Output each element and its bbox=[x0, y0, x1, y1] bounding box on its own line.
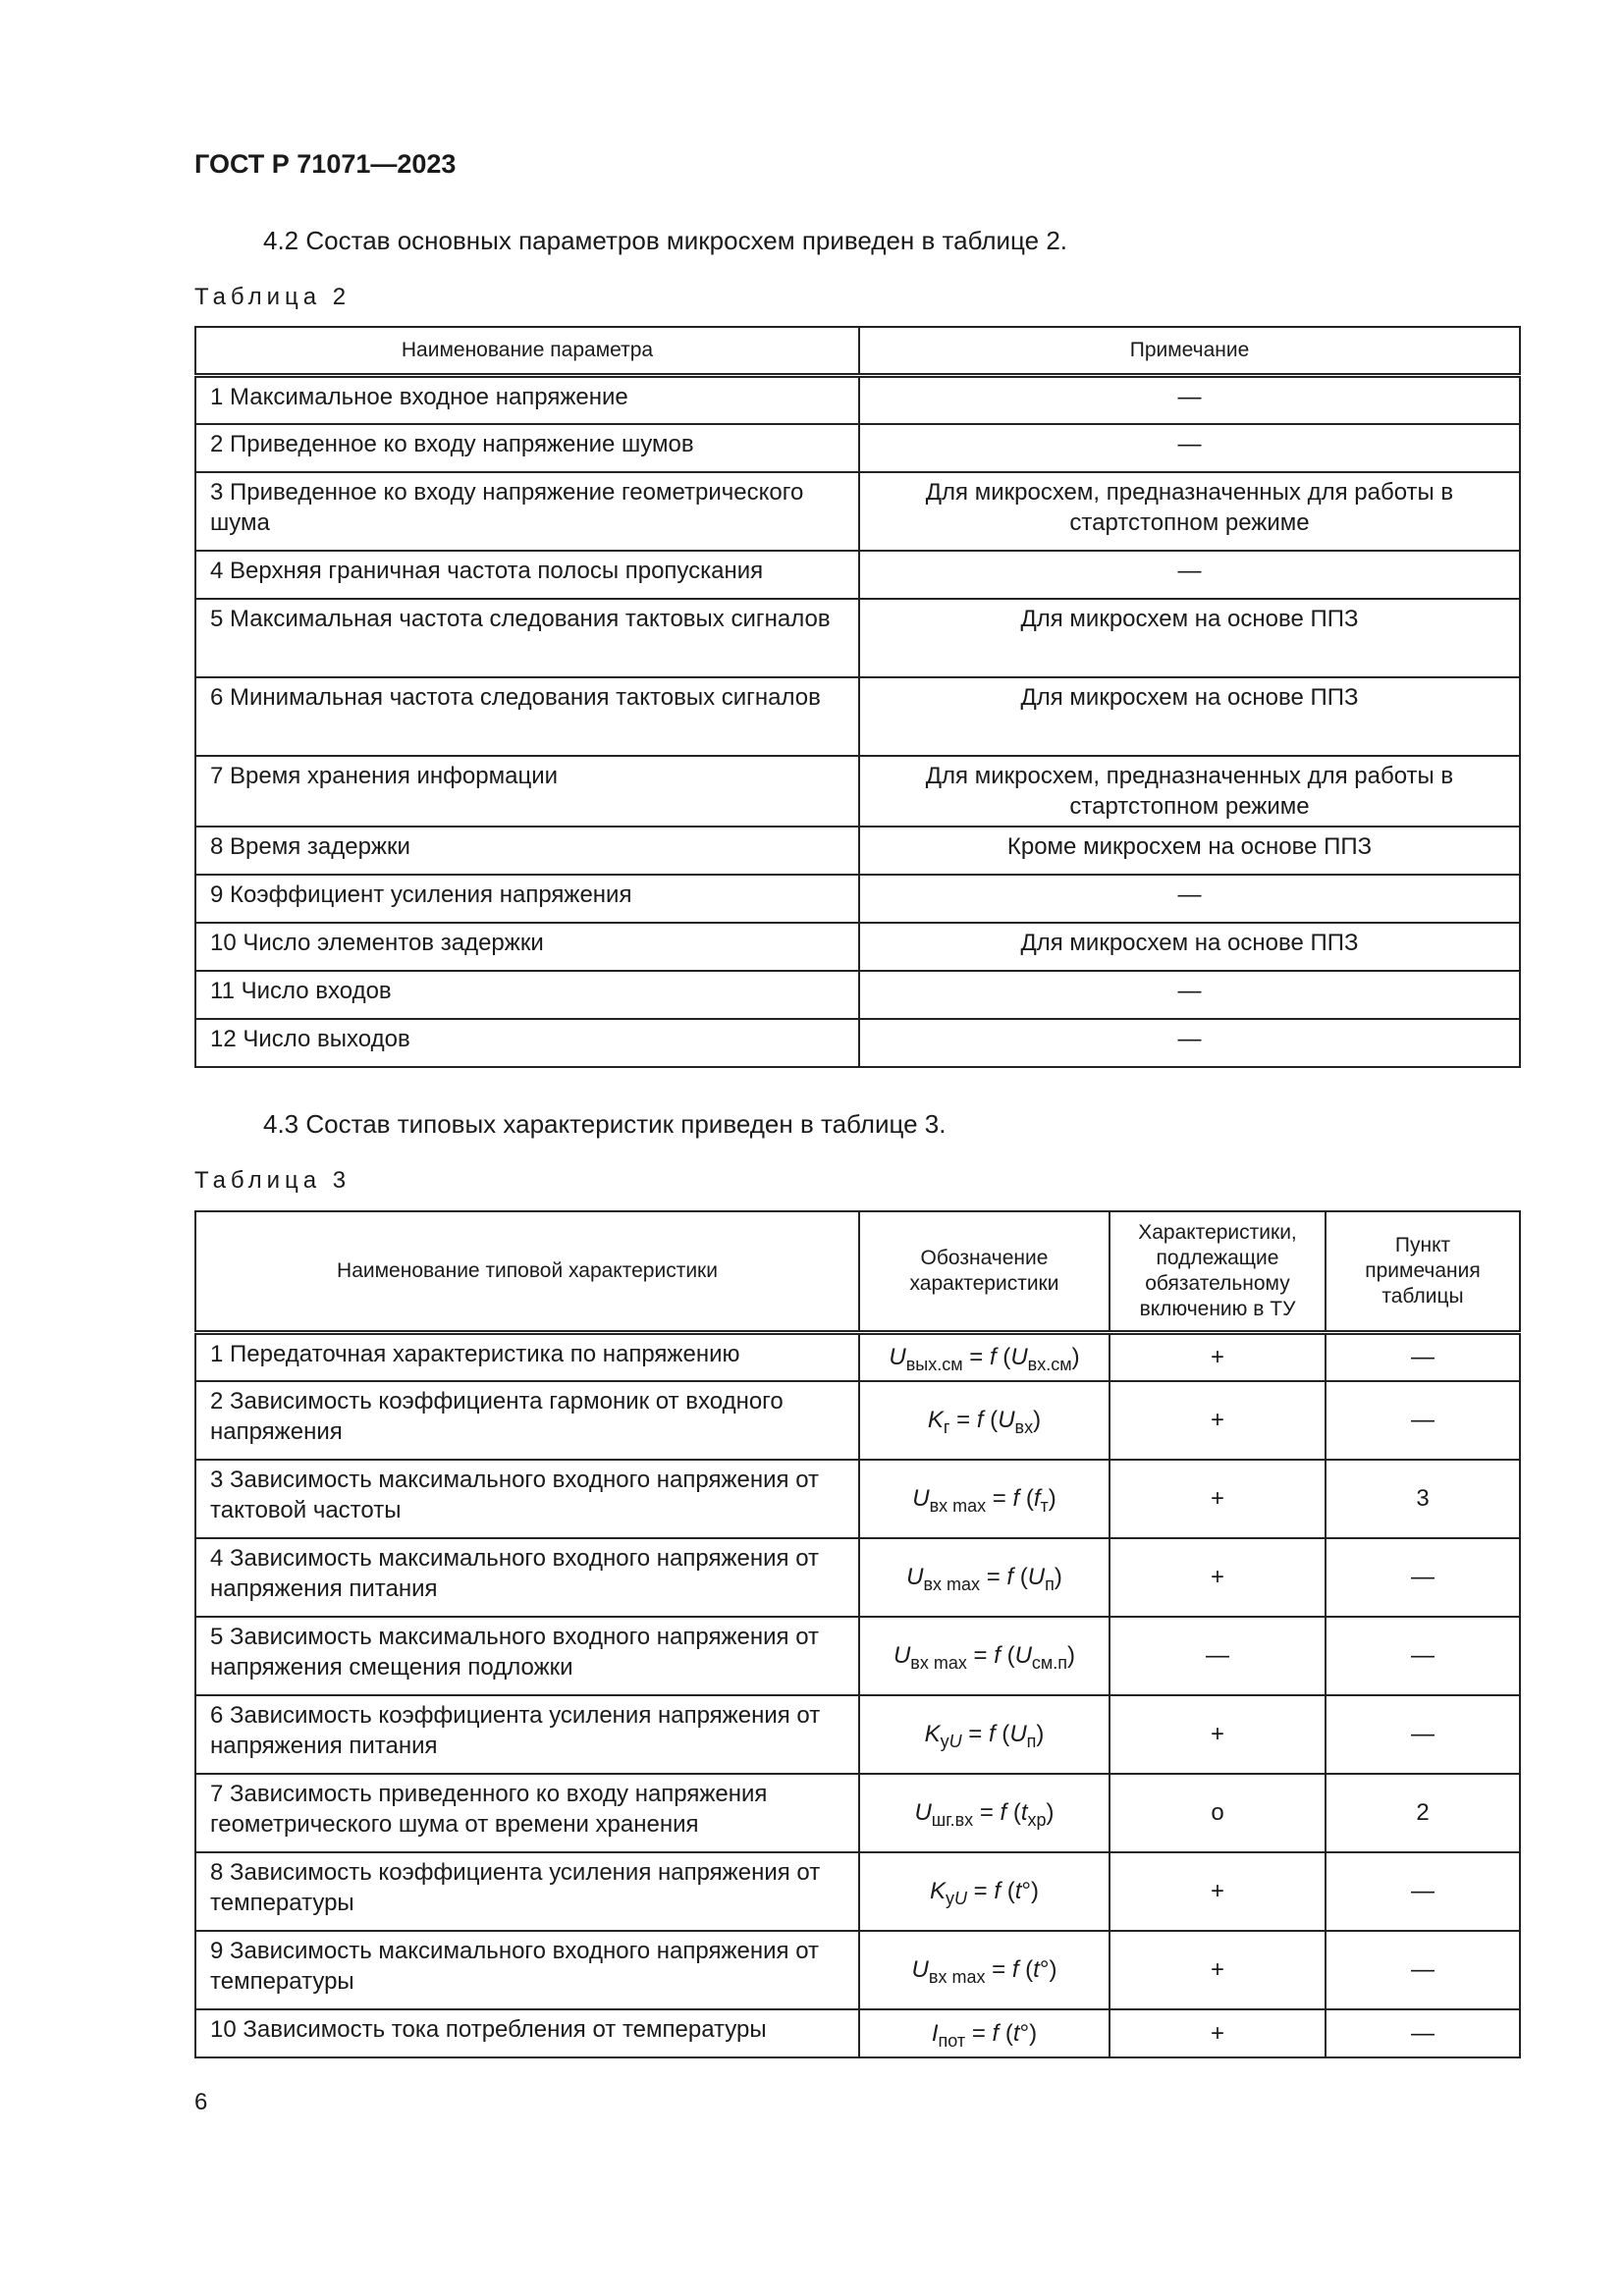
parameter-note: — bbox=[859, 971, 1520, 1019]
parameter-name: 9 Коэффициент усиления напряжения bbox=[195, 875, 859, 923]
formula-part: пот bbox=[938, 2030, 966, 2051]
required-in-tu: о bbox=[1110, 1774, 1326, 1852]
formula-part: K bbox=[927, 1407, 944, 1433]
table-row bbox=[195, 1852, 1520, 1931]
parameter-note: Для микросхем, предназначенных для работы в стартстопном режиме bbox=[859, 756, 1520, 827]
characteristic-name: 1 Передаточная характеристика по напряжению bbox=[195, 1333, 859, 1381]
formula-part: f bbox=[994, 1878, 1001, 1904]
required-in-tu: + bbox=[1110, 1460, 1326, 1538]
required-in-tu: + bbox=[1110, 1852, 1326, 1931]
table-row bbox=[195, 1019, 1520, 1067]
formula-part: U bbox=[906, 1564, 924, 1590]
formula-part: = bbox=[967, 1878, 995, 1904]
formula-part: ) bbox=[1036, 1721, 1045, 1747]
column-header: Характеристики, подлежащие обязательному включению в ТУ bbox=[1110, 1211, 1326, 1333]
formula-part: ( bbox=[996, 1344, 1011, 1371]
column-header: Примечание bbox=[859, 327, 1520, 376]
formula-part: ( bbox=[1019, 1485, 1034, 1512]
formula-part: ( bbox=[995, 1721, 1010, 1747]
formula-part: ( bbox=[1006, 1799, 1021, 1826]
formula-part: ( bbox=[1018, 1956, 1034, 1983]
formula-part: t bbox=[1014, 1878, 1022, 1904]
formula-part: K bbox=[930, 1878, 947, 1904]
formula-part: = bbox=[973, 1799, 1001, 1826]
parameter-name: 8 Время задержки bbox=[195, 827, 859, 875]
formula-part: f bbox=[976, 1407, 984, 1433]
formula-part: °) bbox=[1021, 1878, 1039, 1904]
required-in-tu: — bbox=[1110, 1617, 1326, 1695]
formula-part: = bbox=[949, 1407, 977, 1433]
formula-part: = bbox=[985, 1956, 1012, 1983]
formula-part: U bbox=[1010, 1344, 1028, 1371]
formula-part: U bbox=[893, 1642, 911, 1669]
table-2 bbox=[194, 326, 1521, 1068]
characteristic-formula bbox=[859, 1460, 1110, 1538]
formula-part: ( bbox=[1001, 1878, 1015, 1904]
formula-part: у bbox=[940, 1732, 949, 1751]
characteristic-formula bbox=[859, 1538, 1110, 1617]
formula-part: f bbox=[994, 1642, 1001, 1669]
column-header: Обозначение характеристики bbox=[859, 1211, 1110, 1333]
table-row bbox=[195, 1333, 1520, 1381]
page-number: 6 bbox=[194, 2089, 208, 2115]
table-row bbox=[195, 599, 1520, 677]
parameter-name: 12 Число выходов bbox=[195, 1019, 859, 1067]
formula-part: U bbox=[998, 1407, 1015, 1433]
table-2-caption: Таблица 2 bbox=[194, 284, 352, 310]
characteristic-formula bbox=[859, 1774, 1110, 1852]
formula-part: т bbox=[1040, 1496, 1049, 1516]
formula-part: K bbox=[924, 1721, 941, 1747]
parameter-note: Кроме микросхем на основе ППЗ bbox=[859, 827, 1520, 875]
formula-part: t bbox=[1012, 2019, 1020, 2047]
formula-part: шг.вх bbox=[931, 1810, 974, 1830]
characteristic-name: 6 Зависимость коэффициента усиления напряжения от напряжения питания bbox=[195, 1695, 859, 1774]
note-reference: — bbox=[1326, 1931, 1520, 2009]
formula-part: U bbox=[948, 1732, 962, 1751]
parameter-name: 4 Верхняя граничная частота полосы пропускания bbox=[195, 551, 859, 599]
formula-part: f bbox=[1006, 1564, 1014, 1590]
table-row bbox=[195, 1695, 1520, 1774]
formula-part: вх.см bbox=[1027, 1355, 1072, 1375]
formula-part: U bbox=[1027, 1564, 1046, 1590]
document-id: ГОСТ Р 71071—2023 bbox=[194, 149, 457, 179]
formula-part: п bbox=[1026, 1732, 1037, 1751]
characteristic-formula bbox=[859, 1931, 1110, 2009]
characteristic-name: 10 Зависимость тока потребления от температуры bbox=[195, 2009, 859, 2057]
formula-part: °) bbox=[1039, 1956, 1057, 1983]
formula-part: f bbox=[992, 2019, 1000, 2047]
formula-part: ) bbox=[1033, 1407, 1042, 1433]
formula-part: вх max bbox=[929, 1496, 987, 1516]
characteristic-name: 4 Зависимость максимального входного напряжения от напряжения питания bbox=[195, 1538, 859, 1617]
formula-part: ( bbox=[1000, 1642, 1015, 1669]
formula-part: вых.см bbox=[905, 1355, 963, 1375]
note-reference: — bbox=[1326, 1381, 1520, 1460]
formula-part: хр bbox=[1027, 1810, 1047, 1830]
table-row bbox=[195, 1538, 1520, 1617]
note-reference: 2 bbox=[1326, 1774, 1520, 1852]
parameter-note: Для микросхем, предназначенных для работы в стартстопном режиме bbox=[859, 472, 1520, 551]
parameter-name: 6 Минимальная частота следования тактовых сигналов bbox=[195, 677, 859, 756]
characteristic-name: 8 Зависимость коэффициента усиления напряжения от температуры bbox=[195, 1852, 859, 1931]
note-reference: 3 bbox=[1326, 1460, 1520, 1538]
table-row bbox=[195, 971, 1520, 1019]
table-row bbox=[195, 1774, 1520, 1852]
formula-part: ) bbox=[1048, 1485, 1056, 1512]
required-in-tu: + bbox=[1110, 2009, 1326, 2057]
parameter-note: Для микросхем на основе ППЗ bbox=[859, 677, 1520, 756]
formula-part: U bbox=[1009, 1721, 1027, 1747]
parameter-note: — bbox=[859, 875, 1520, 923]
required-in-tu: + bbox=[1110, 1538, 1326, 1617]
formula-part: f bbox=[1000, 1799, 1007, 1826]
formula-part: см.п bbox=[1031, 1653, 1068, 1673]
table-row bbox=[195, 1617, 1520, 1695]
parameter-name: 11 Число входов bbox=[195, 971, 859, 1019]
formula-part: = bbox=[961, 1721, 989, 1747]
required-in-tu: + bbox=[1110, 1381, 1326, 1460]
table-row bbox=[195, 677, 1520, 756]
table-row bbox=[195, 875, 1520, 923]
parameter-note: — bbox=[859, 376, 1520, 424]
table-row bbox=[195, 2009, 1520, 2057]
characteristic-formula bbox=[859, 2009, 1110, 2057]
characteristic-formula bbox=[859, 1333, 1110, 1381]
formula-part: вх max bbox=[928, 1967, 986, 1987]
note-reference: — bbox=[1326, 2009, 1520, 2057]
formula-part: f bbox=[988, 1721, 996, 1747]
formula-part: U bbox=[1014, 1642, 1032, 1669]
table-3 bbox=[194, 1210, 1521, 2058]
table-row bbox=[195, 756, 1520, 827]
characteristic-formula bbox=[859, 1695, 1110, 1774]
formula-part: °) bbox=[1019, 2019, 1038, 2047]
table-row bbox=[195, 1460, 1520, 1538]
note-reference: — bbox=[1326, 1538, 1520, 1617]
characteristic-formula bbox=[859, 1381, 1110, 1460]
formula-part: = bbox=[980, 1564, 1007, 1590]
required-in-tu: + bbox=[1110, 1931, 1326, 2009]
required-in-tu: + bbox=[1110, 1695, 1326, 1774]
characteristic-name: 5 Зависимость максимального входного напряжения от напряжения смещения подложки bbox=[195, 1617, 859, 1695]
characteristic-name: 7 Зависимость приведенного ко входу напряжения геометрического шума от времени хранения bbox=[195, 1774, 859, 1852]
formula-part: t bbox=[1020, 1799, 1028, 1826]
formula-part: I bbox=[931, 2019, 939, 2047]
column-header: Наименование типовой характеристики bbox=[195, 1211, 859, 1333]
table-row bbox=[195, 376, 1520, 424]
formula-part: U bbox=[911, 1956, 929, 1983]
formula-part: = bbox=[966, 1642, 995, 1669]
table-row bbox=[195, 1931, 1520, 2009]
parameter-note: Для микросхем на основе ППЗ bbox=[859, 923, 1520, 971]
formula-part: U bbox=[954, 1889, 968, 1908]
parameter-note: — bbox=[859, 1019, 1520, 1067]
parameter-name: 2 Приведенное ко входу напряжение шумов bbox=[195, 424, 859, 472]
parameter-name: 1 Максимальное входное напряжение bbox=[195, 376, 859, 424]
table-row bbox=[195, 1381, 1520, 1460]
formula-part: г bbox=[943, 1417, 950, 1437]
note-reference: — bbox=[1326, 1695, 1520, 1774]
formula-part: ) bbox=[1054, 1564, 1062, 1590]
parameter-note: — bbox=[859, 551, 1520, 599]
section-4-3-text: 4.3 Состав типовых характеристик приведен в таблице 3. bbox=[263, 1109, 947, 1139]
formula-part: = bbox=[962, 1344, 990, 1371]
formula-part: f bbox=[1011, 1956, 1019, 1983]
parameter-note: Для микросхем на основе ППЗ bbox=[859, 599, 1520, 677]
parameter-note: — bbox=[859, 424, 1520, 472]
formula-part: вх bbox=[1014, 1417, 1034, 1437]
formula-part: U bbox=[914, 1799, 932, 1826]
characteristic-name: 2 Зависимость коэффициента гармоник от входного напряжения bbox=[195, 1381, 859, 1460]
parameter-name: 10 Число элементов задержки bbox=[195, 923, 859, 971]
formula-part: = bbox=[965, 2019, 993, 2047]
formula-part: ( bbox=[983, 1407, 999, 1433]
table-row bbox=[195, 923, 1520, 971]
note-reference: — bbox=[1326, 1852, 1520, 1931]
formula-part: f bbox=[1012, 1485, 1020, 1512]
formula-part: ( bbox=[999, 2019, 1013, 2047]
formula-part: ) bbox=[1046, 1799, 1055, 1826]
characteristic-formula bbox=[859, 1617, 1110, 1695]
formula-part: вх max bbox=[910, 1653, 967, 1673]
table-3-caption: Таблица 3 bbox=[194, 1167, 352, 1194]
table-row bbox=[195, 827, 1520, 875]
parameter-name: 3 Приведенное ко входу напряжение геометрического шума bbox=[195, 472, 859, 551]
table-row bbox=[195, 424, 1520, 472]
formula-part: вх max bbox=[923, 1575, 981, 1594]
characteristic-formula bbox=[859, 1852, 1110, 1931]
formula-part: t bbox=[1033, 1956, 1040, 1983]
parameter-name: 5 Максимальная частота следования тактовых сигналов bbox=[195, 599, 859, 677]
column-header: Пункт примечания таблицы bbox=[1326, 1211, 1520, 1333]
required-in-tu: + bbox=[1110, 1333, 1326, 1381]
note-reference: — bbox=[1326, 1617, 1520, 1695]
characteristic-name: 9 Зависимость максимального входного напряжения от температуры bbox=[195, 1931, 859, 2009]
formula-part: п bbox=[1045, 1575, 1055, 1594]
formula-part: U bbox=[889, 1344, 906, 1371]
formula-part: U bbox=[912, 1485, 930, 1512]
formula-part: ) bbox=[1067, 1642, 1076, 1669]
table-row bbox=[195, 472, 1520, 551]
parameter-name: 7 Время хранения информации bbox=[195, 756, 859, 827]
formula-part: = bbox=[986, 1485, 1013, 1512]
column-header: Наименование параметра bbox=[195, 327, 859, 376]
characteristic-name: 3 Зависимость максимального входного напряжения от тактовой частоты bbox=[195, 1460, 859, 1538]
formula-part: у bbox=[946, 1889, 955, 1908]
formula-part: f bbox=[1033, 1485, 1041, 1512]
formula-part: f bbox=[989, 1344, 997, 1371]
formula-part: ) bbox=[1071, 1344, 1080, 1371]
note-reference: — bbox=[1326, 1333, 1520, 1381]
formula-part: ( bbox=[1013, 1564, 1028, 1590]
section-4-2-text: 4.2 Состав основных параметров микросхем приведен в таблице 2. bbox=[263, 226, 1068, 255]
table-row bbox=[195, 551, 1520, 599]
